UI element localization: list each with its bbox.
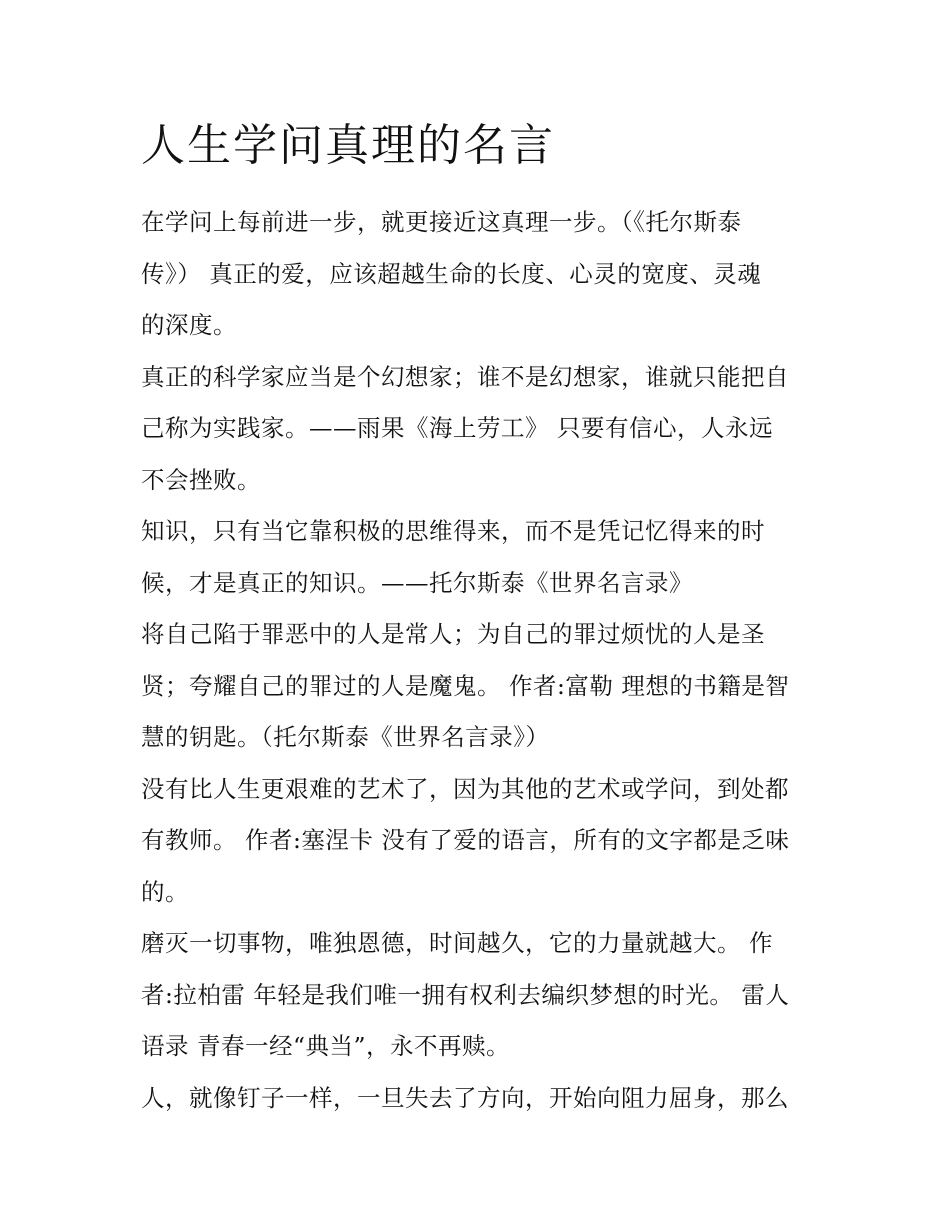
text-line: 人，就像钉子一样，一旦失去了方向，开始向阻力屈身，那么 xyxy=(141,1083,789,1112)
text-line: 在学问上每前进一步，就更接近这真理一步。（《托尔斯泰 xyxy=(141,208,742,236)
document-title: 人生学问真理的名言 xyxy=(141,120,555,171)
text-line: 将自己陷于罪恶中的人是常人；为自己的罪过烦忧的人是圣 xyxy=(141,620,765,648)
text-line: 没有比人生更艰难的艺术了，因为其他的艺术或学问，到处都 xyxy=(141,774,789,803)
text-line: 语录 青春一经“典当”，永不再赎。 xyxy=(141,1032,510,1060)
text-line: 真正的科学家应当是个幻想家；谁不是幻想家，谁就只能把自 xyxy=(141,362,789,391)
text-line: 传》） 真正的爱，应该超越生命的长度、心灵的宽度、灵魂 xyxy=(141,259,762,288)
text-line: 贤；夸耀自己的罪过的人是魔鬼。 作者:富勒 理想的书籍是智 xyxy=(141,671,790,700)
text-line: 候，才是真正的知识。——托尔斯泰《世界名言录》 xyxy=(141,568,693,597)
text-line: 不会挫败。 xyxy=(141,465,261,494)
text-line: 知识，只有当它靠积极的思维得来，而不是凭记忆得来的时 xyxy=(141,517,765,545)
text-line: 己称为实践家。——雨果《海上劳工》 只要有信心，人永远 xyxy=(141,414,773,442)
text-line: 的深度。 xyxy=(141,311,237,339)
text-line: 者:拉柏雷 年轻是我们唯一拥有权利去编织梦想的时光。 雷人 xyxy=(141,980,790,1009)
text-line: 慧的钥匙。（托尔斯泰《世界名言录》） xyxy=(141,723,550,751)
text-line: 的。 xyxy=(141,877,189,906)
text-line: 磨灭一切事物，唯独恩德，时间越久，它的力量就越大。 作 xyxy=(141,929,773,957)
text-line: 有教师。 作者:塞涅卡 没有了爱的语言，所有的文字都是乏味 xyxy=(141,826,790,854)
document-body xyxy=(141,197,831,1124)
